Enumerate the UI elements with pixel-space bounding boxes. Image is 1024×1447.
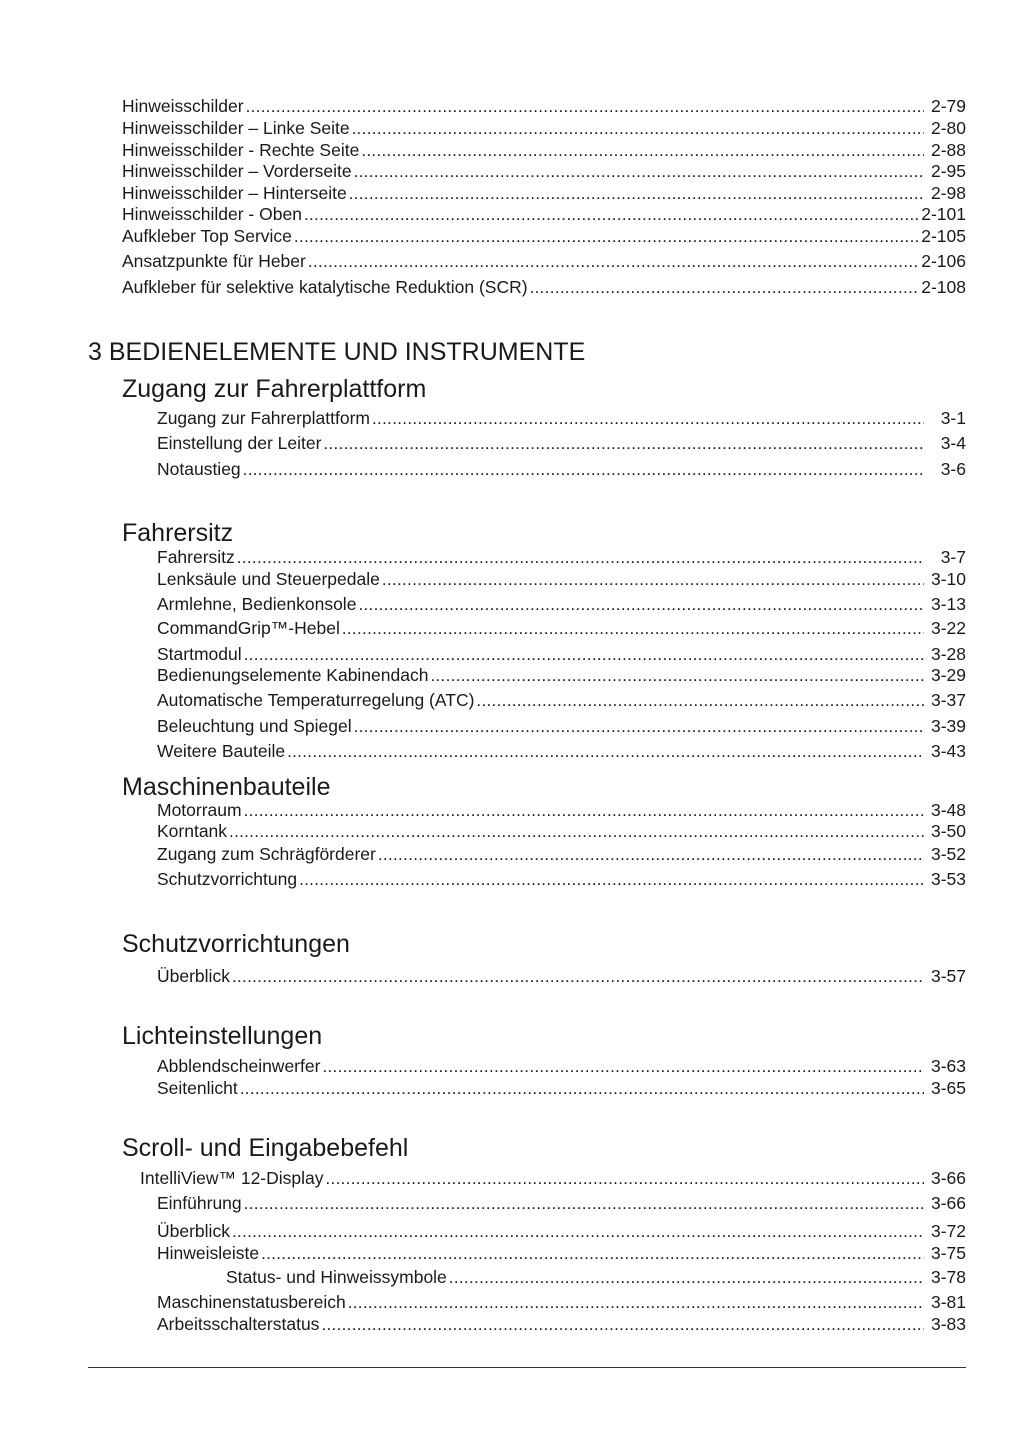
toc-entry[interactable]: Beleuchtung und Spiegel . . . 3-39 xyxy=(157,716,966,737)
page-number: 3-75 xyxy=(930,1243,966,1263)
page-number: 3-10 xyxy=(930,569,966,589)
toc-entry[interactable]: Bedienungselemente Kabinendach . . . 3-29 xyxy=(157,665,966,686)
page-number: 2-101 xyxy=(921,204,966,224)
toc-entry[interactable]: Überblick . . . 3-72 xyxy=(157,1221,966,1242)
page-number: 3-83 xyxy=(930,1314,966,1334)
page-number: 3-63 xyxy=(930,1056,966,1076)
page-number: 2-80 xyxy=(930,118,966,138)
section-heading: Schutzvorrichtungen xyxy=(122,930,350,958)
toc-entry[interactable]: Armlehne, Bedienkonsole . . . 3-13 xyxy=(157,594,966,615)
section-heading: Lichteinstellungen xyxy=(122,1022,323,1050)
page-number: 3-43 xyxy=(930,741,966,761)
toc-entry[interactable]: Hinweisschilder – Vorderseite . . . 2-95 xyxy=(122,161,966,182)
toc-entry[interactable]: Zugang zur Fahrerplattform . . . 3-1 xyxy=(157,408,966,429)
toc-entry[interactable]: Abblendscheinwerfer . . . 3-63 xyxy=(157,1056,966,1077)
toc-entry[interactable]: Fahrersitz . . . 3-7 xyxy=(157,547,966,568)
page-number: 3-52 xyxy=(930,844,966,864)
toc-entry[interactable]: Motorraum . . . 3-48 xyxy=(157,800,966,821)
page-number: 3-4 xyxy=(940,433,966,453)
toc-entry[interactable]: Maschinenstatusbereich . . . 3-81 xyxy=(157,1292,966,1313)
page-number: 2-105 xyxy=(921,226,966,246)
page-number: 3-29 xyxy=(930,665,966,685)
section-heading: Fahrersitz xyxy=(122,519,234,547)
toc-entry[interactable]: IntelliView™ 12-Display . . . 3-66 xyxy=(140,1168,966,1189)
toc-entry[interactable]: Zugang zum Schrägförderer . . . 3-52 xyxy=(157,844,966,865)
toc-entry[interactable]: Hinweisschilder – Linke Seite . . . 2-80 xyxy=(122,118,966,139)
toc-entry[interactable]: Korntank . . . 3-50 xyxy=(157,821,966,842)
page-number: 2-98 xyxy=(930,183,966,203)
page-number: 3-28 xyxy=(930,644,966,664)
footer-rule xyxy=(88,1367,966,1368)
page-number: 3-65 xyxy=(930,1078,966,1098)
page-number: 3-7 xyxy=(940,547,966,567)
toc-entry[interactable]: Hinweisschilder - Rechte Seite . . . 2-88 xyxy=(122,140,966,161)
page-number: 3-53 xyxy=(930,869,966,889)
page-number: 3-6 xyxy=(940,459,966,479)
page-number: 3-39 xyxy=(930,716,966,736)
page-number: 3-22 xyxy=(930,618,966,638)
page-number: 2-88 xyxy=(930,140,966,160)
section-heading: Scroll- und Eingabebefehl xyxy=(122,1134,409,1162)
toc-entry[interactable]: Arbeitsschalterstatus . . . 3-83 xyxy=(157,1314,966,1335)
toc-entry[interactable]: Notaustieg . . . 3-6 xyxy=(157,459,966,480)
toc-entry[interactable]: Seitenlicht . . . 3-65 xyxy=(157,1078,966,1099)
page-number: 2-106 xyxy=(921,251,966,271)
toc-entry[interactable]: Ansatzpunkte für Heber . . . 2-106 xyxy=(122,251,966,272)
page-number: 3-13 xyxy=(930,594,966,614)
toc-entry[interactable]: Automatische Temperaturregelung (ATC) . . . 3-37 xyxy=(157,690,966,711)
page-number: 3-50 xyxy=(930,821,966,841)
toc-entry[interactable]: Einführung . . . 3-66 xyxy=(157,1193,966,1214)
section-heading: Zugang zur Fahrerplattform xyxy=(122,375,427,403)
page-number: 2-79 xyxy=(930,96,966,116)
toc-entry[interactable]: Lenksäule und Steuerpedale . . . 3-10 xyxy=(157,569,966,590)
page-number: 3-66 xyxy=(930,1168,966,1188)
page-number: 3-81 xyxy=(930,1292,966,1312)
page-number: 3-72 xyxy=(930,1221,966,1241)
toc-entry[interactable]: CommandGrip™-Hebel . . . 3-22 xyxy=(157,618,966,639)
toc-entry[interactable]: Hinweisschilder . . . 2-79 xyxy=(122,96,966,117)
section-heading: Maschinenbauteile xyxy=(122,773,331,801)
toc-entry[interactable]: Hinweisschilder – Hinterseite . . . 2-98 xyxy=(122,183,966,204)
toc-entry[interactable]: Weitere Bauteile . . . 3-43 xyxy=(157,741,966,762)
page-number: 3-78 xyxy=(930,1267,966,1287)
toc-entry[interactable]: Aufkleber für selektive katalytische Reduktion (SCR) . . . 2-108 xyxy=(122,277,966,298)
page-number: 3-1 xyxy=(940,408,966,428)
page-number: 3-57 xyxy=(930,966,966,986)
toc-entry[interactable]: Hinweisleiste . . . 3-75 xyxy=(157,1243,966,1264)
chapter-title: 3 BEDIENELEMENTE UND INSTRUMENTE xyxy=(88,338,586,366)
toc-entry[interactable]: Status- und Hinweissymbole . . . 3-78 xyxy=(226,1267,966,1288)
toc-entry[interactable]: Aufkleber Top Service . . . 2-105 xyxy=(122,226,966,247)
page-number: 3-37 xyxy=(930,690,966,710)
toc-entry[interactable]: Hinweisschilder - Oben . . . 2-101 xyxy=(122,204,966,225)
page-number: 3-66 xyxy=(930,1193,966,1213)
toc-entry[interactable]: Schutzvorrichtung . . . 3-53 xyxy=(157,869,966,890)
toc-entry[interactable]: Startmodul . . . 3-28 xyxy=(157,644,966,665)
page-number: 3-48 xyxy=(930,800,966,820)
page-number: 2-95 xyxy=(930,161,966,181)
page-number: 2-108 xyxy=(921,277,966,297)
toc-entry[interactable]: Einstellung der Leiter . . . 3-4 xyxy=(157,433,966,454)
toc-entry[interactable]: Überblick . . . 3-57 xyxy=(157,966,966,987)
